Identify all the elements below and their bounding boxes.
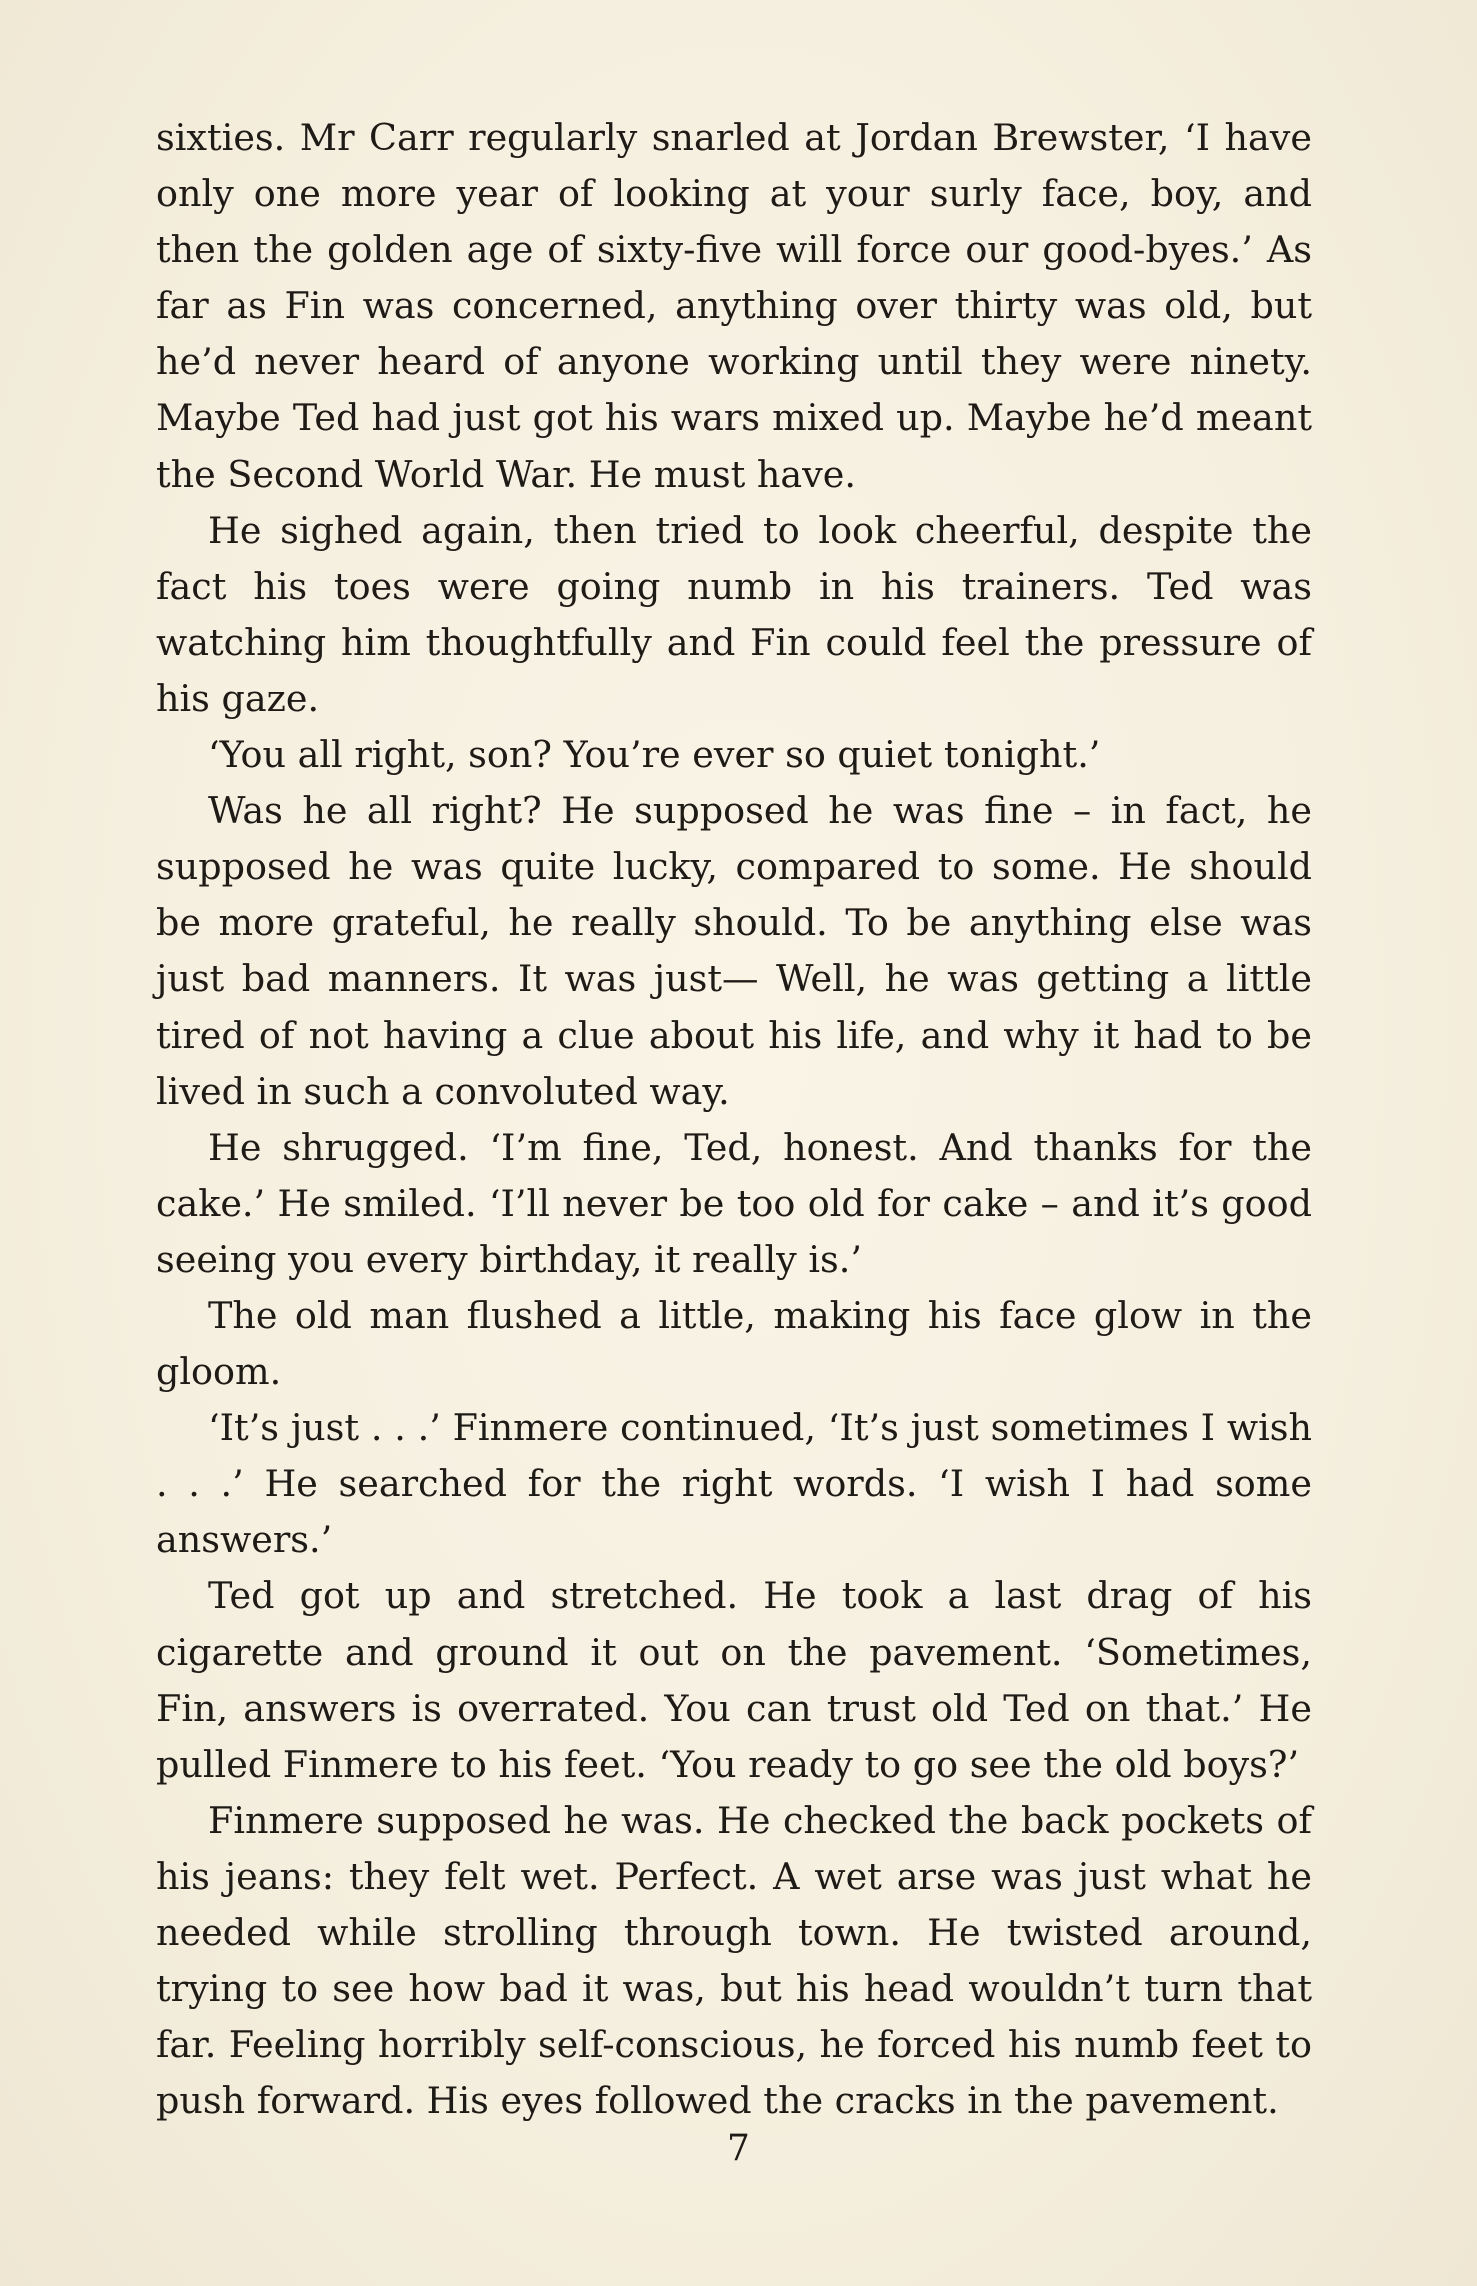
- paragraph-9: Finmere supposed he was. He checked the back pockets of his jeans: they felt wet. Perfect. A wet arse was just what he needed while strolling through town. He twisted around, trying to see how bad it was, but his head wouldn’t turn that far. Feeling horribly self-conscious, he forced his numb feet to push forward. His eyes followed the cracks in the pavement.: [156, 1798, 1312, 2123]
- page-number: 7: [727, 2128, 750, 2169]
- paragraph-4: Was he all right? He supposed he was fine – in fact, he supposed he was quite lucky, compared to some. He should be more grateful, he really should. To be anything else was just bad manners. It was just— Well, he was getting a little tired of not having a clue about his life, and why it had to be lived in such a convoluted way.: [156, 789, 1312, 1113]
- paragraph-8: Ted got up and stretched. He took a last drag of his cigarette and ground it out on the pavement. ‘Sometimes, Fin, answers is overrated. You can trust old Ted on that.’ He pulled Finmere to his feet. ‘You ready to go see the old boys?’: [156, 1574, 1312, 1786]
- paragraph-6: The old man flushed a little, making his face glow in the gloom.: [156, 1293, 1312, 1394]
- paragraph-5: He shrugged. ‘I’m fine, Ted, honest. And thanks for the cake.’ He smiled. ‘I’ll never be too old for cake – and it’s good seeing you every birthday, it really is.’: [156, 1125, 1312, 1281]
- paragraph-2: He sighed again, then tried to look cheerful, despite the fact his toes were going numb in his trainers. Ted was watching him thoughtfully and Fin could feel the pressure of his gaze.: [156, 508, 1312, 720]
- paragraph-7: ‘It’s just . . .’ Finmere continued, ‘It’s just sometimes I wish . . .’ He searched for the right words. ‘I wish I had some answers.’: [156, 1406, 1312, 1562]
- body-text: [156, 110, 1312, 2129]
- paragraph-3: ‘You all right, son? You’re ever so quiet tonight.’: [208, 733, 1101, 777]
- paragraph-1: sixties. Mr Carr regularly snarled at Jordan Brewster, ‘I have only one more year of looking at your surly face, boy, and then the golden age of sixty-five will force our good-byes.’ As far as Fin was concerned, anything over thirty was old, but he’d never heard of anyone working until they were ninety. Maybe Ted had just got his wars mixed up. Maybe he’d meant the Second World War. He must have.: [156, 116, 1312, 496]
